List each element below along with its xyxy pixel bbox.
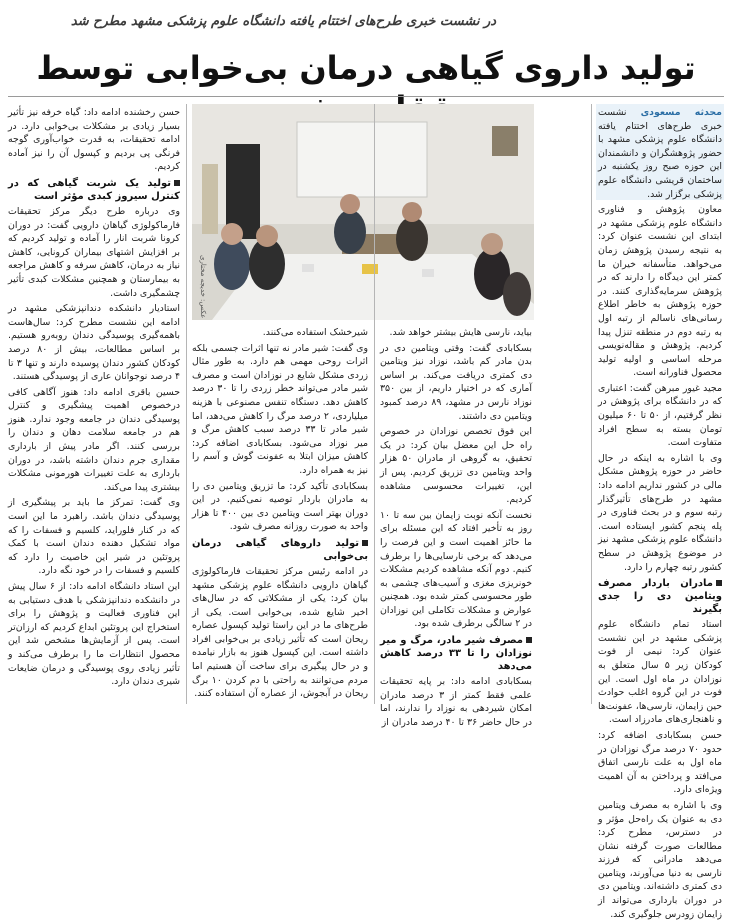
col3-paragraph-2: وی گفت: شیر مادر نه تنها اثرات جسمی بلکه اثرات روحی مهمی هم دارد. به طور مثال زردی مشکل شایع در نوزادان است و مصرف شیر مادر می‌تواند خطر زردی را تا ۳۰ درصد کاهش دهد. دستگاه تنفس مصنوعی با هزینه میلیاردی، ۲ درصد مرگ را کاهش می‌دهد، اما شیر مادر تا ۳۳ درصد سبب کاهش مرگ و میر نوزاد می‌شود. بسکابادی اضافه کرد: کاهش میزان ابتلا به عفونت گوش و آسم را نیز به همراه دارد. xyxy=(192,342,369,476)
col4-paragraph-5: وی گفت: تمرکز ما باید بر پیشگیری از پوسیدگی دندان باشد. راهبرد ما این است که در کنار فلوراید، کلسیم و فسفات را که مواد تشکیل دهنده دندان است با کمک پروتئین در شیر این خاصیت را دارد که کلسیم و فسفات را در خود نگه دارد. xyxy=(8,497,180,577)
subheading-vitamin-d xyxy=(598,577,722,616)
col2-paragraph-5: بسکابادی ادامه داد: بر پایه تحقیقات علمی فقط کمتر از ۳ درصد مادران امکان شیردهی به نوزاد را ندارند، اما در حال حاضر ۳۶ تا ۴۰ درصد مادران از xyxy=(380,676,532,728)
subheading-text: مادران باردار مصرف ویتامین دی را جدی بگیرند xyxy=(598,578,722,616)
col4-paragraph-6: این استاد دانشگاه ادامه داد: از ۶ سال پیش در دانشکده دندانپزشکی با هدف دستیابی به این فناوری فعالیت و پژوهش را برای استخراج این پروتئین ابداع کردیم که ارزان‌تر است. پس از آزمایش‌ها مشخص شد این محصول انتظارات ما را برطرف می‌کند و تأثیر زیادی روی پوسیدگی و درمان ضایعات شیری دندان دارد. xyxy=(8,581,180,688)
author-name: محدثه مسعودی xyxy=(640,107,722,118)
col3-paragraph-3: بسکابادی تأکید کرد: ما تزریق ویتامین دی را به مادران باردار توصیه نمی‌کنیم. در این دوران بهتر است ویتامین دی بین ۴۰۰ تا هزار واحد به صورت روزانه مصرف شود. xyxy=(192,480,368,533)
col4-paragraph-4: حسین باقری ادامه داد: هنوز آگاهی کافی درخصوص اهمیت پیشگیری و کنترل پوسیدگی دندان در جامعه وجود ندارد. هنوز هم در جامعه سلامت دهان و دندان را بررسی کنند. اگر مادر پیش از بارداری مقداری جرم دندان داشته باشد، در دوران بارداری به علت تغییرات هورمونی مشکلات بیشتری پیدا می‌کند. xyxy=(8,386,180,493)
headline: تولید داروی گیاهی درمان بی‌خوابی توسط xyxy=(36,49,696,87)
kicker: در نشست خبری طرح‌های اختتام یافته دانشگاه علوم پزشکی مشهد مطرح شد xyxy=(70,14,497,29)
col2-paragraph-3: این فوق تخصص نوزادان در خصوص راه حل این معضل بیان کرد: در یک تحقیق، به گروهی از مادران ۵۰ هزار واحد ویتامین دی تزریق کردیم. پس از این، تغییرات محسوسی مشاهده کردیم. xyxy=(380,426,532,506)
col3-paragraph-1: شیرخشک استفاده می‌کنند. xyxy=(262,327,368,338)
photo-credit: عکس: خدیجه مختاری xyxy=(199,255,207,319)
col1-paragraph-2: معاون پژوهش و فناوری دانشگاه علوم پزشکی مشهد در ابتدای این نشست عنوان کرد: به نتیجه رسیدن پژوهش زمان می‌خواهد. متأسفانه خیران ما کمتر این دیدگاه را دارند که در پژوهش سرمایه‌گذاری کنند. در حوزه پژوهش به خاطر اطلاع رسانی‌های ناسالم از رتبه اول به رتبه دوم در منطقه تنزل پیدا کردیم. پژوهش و مقاله‌نویسی مرحله اساسی و اولیه تولید محصول فناورانه است. xyxy=(598,204,722,379)
column-divider xyxy=(186,104,187,704)
col1-paragraph-1: نشست خبری طرح‌های اختتام یافته دانشگاه علوم پزشکی مشهد با حضور پژوهشگران و دانشمندان این حوزه صبح روز یکشنبه در ساختمان قریشی دانشگاه علوم پزشکی برگزار شد. xyxy=(598,107,722,200)
bullet-square-icon xyxy=(526,637,532,643)
col2-paragraph-1: بیاید، نارسی هایش بیشتر خواهد شد. xyxy=(389,327,532,338)
col1-paragraph-6: حسن بسکابادی اضافه کرد: حدود ۷۰ درصد مرگ نوزادان در ماه اول به علت نارسی اتفاق می‌افتد و پرداختن به آن اهمیت ویژه‌ای دارد. xyxy=(598,729,722,796)
col1-paragraph-5: استاد تمام دانشگاه علوم پزشکی مشهد در این نشست عنوان کرد: نیمی از فوت کودکان زیر ۵ سال متعلق به نوزادان در ماه اول است. این فوت در این گروه اغلب حوادث حین زایمان، نارسی‌ها، عفونت‌ها و ناهنجاری‌های مادرزاد است. xyxy=(598,619,722,726)
col4-paragraph-1: حسن رخشنده ادامه داد: گیاه خرفه نیز تأثیر بسیار زیادی بر مشکلات بی‌خوابی دارد. در ادامه تحقیقات، به قدرت خواب‌آوری گوجه فرنگی پی بردیم و کپسول آن را نیز آماده کردیم. xyxy=(8,107,180,173)
column-divider xyxy=(374,104,375,704)
col1-paragraph-3: مجید غیور مبرهن گفت: اعتباری که در دانشگاه برای پژوهش در نظر گرفتیم، از ۵۰ تا ۶۰ میلیون تومان بسته به سطح افراد متفاوت است. xyxy=(598,382,722,449)
column-3 xyxy=(192,326,368,706)
bullet-square-icon xyxy=(362,540,368,546)
col4-paragraph-2: وی درباره طرح دیگر مرکز تحقیقات فارماکولوژی گیاهان دارویی گفت: در دوران کرونا شربت انار را آماده و تولید کردیم که بر افزایش اشتهای بیماران کرونایی، کاهش نیاز به درمان، کاهش سرفه و کاهش مراجعه به بیمارستان و همچنین مشکلات کبدی تأثیر چشمگیری داشت. xyxy=(8,205,180,299)
column-2 xyxy=(380,326,532,728)
column-4 xyxy=(8,106,180,706)
bullet-square-icon xyxy=(716,580,722,586)
subheading-herbal-syrup xyxy=(8,177,180,203)
subheading-text: تولید یک شربت گیاهی که در کنترل سیروز کبدی مؤثر است xyxy=(8,177,180,202)
column-divider xyxy=(591,104,592,704)
subheading-insomnia-drugs xyxy=(192,537,368,563)
col2-paragraph-4: نخست آنکه نوبت زایمان بین سه تا ۱۰ روز به تأخیر افتاد که این مسئله برای ما حائز اهمیت است و این فرصت را می‌دهد که برخی نارسایی‌ها را برطرف کنیم. دوم آنکه مشاهده کردیم مشکلات خونریزی مغزی و آسیب‌های چشمی به طور محسوسی کمتر شده بود. همچنین عوارض و مشکلات تکاملی این نوزادان در ۲ سالگی برطرف شده بود. xyxy=(380,509,532,630)
col3-paragraph-4: در ادامه رئیس مرکز تحقیقات فارماکولوژی گیاهان دارویی دانشگاه علوم پزشکی مشهد بیان کرد: یکی از مشکلاتی که در سال‌های اخیر شایع شده، بی‌خوابی است. یکی از طرح‌های ما در این راستا تولید کپسول عصاره ریحان است که تأثیر زیادی بر بی‌خوابی افراد داشته است. این کپسول هنوز به بازار نیامده و در حال پیگیری برای ساخت آن هستیم اما مردم می‌توانند به راحتی با دم کردن ۱۰ برگ ریحان در آبجوش، از عصاره آن استفاده کنند. xyxy=(192,565,368,700)
col2-paragraph-2: بسکابادی گفت: وقتی ویتامین دی در بدن مادر کم باشد، نوزاد نیز ویتامین دی کمتری دریافت می‌کند. بر اساس آماری که در اختیار داریم، از بین ۳۵۰ نوزاد نارس در مشهد، ۸۹ درصد کمبود ویتامین دی داشتند. xyxy=(380,342,532,422)
subheading-text: تولید داروهای گیاهی درمان بی‌خوابی xyxy=(192,537,368,562)
column-1 xyxy=(598,106,722,920)
headline-rule xyxy=(8,96,724,97)
subheading-text: مصرف شیر مادر، مرگ و میر نوزادان را تا ۳۳ درصد کاهش می‌دهد xyxy=(380,635,532,673)
meeting-photo-illustration xyxy=(192,104,534,320)
col4-paragraph-3: استادیار دانشکده دندانپزشکی مشهد در ادامه این نشست مطرح کرد: سال‌هاست باهمه‌گیری پوسیدگی دندان روبه‌رو هستیم. بر اساس مطالعات، بیش از ۸۰ درصد کودکان کشور دندان پوسیده دارند و تنها ۳ تا ۴ درصد نوجوانان عاری از پوسیدگی هستند. xyxy=(8,303,180,383)
subheading-breastfeeding xyxy=(380,634,532,673)
col1-paragraph-7: وی با اشاره به مصرف ویتامین دی به عنوان یک راه‌حل مؤثر و در دسترس، مطرح کرد: مطالعات صورت گرفته نشان می‌دهد مادرانی که فرزند نارسی به دنیا می‌آورند، ویتامین دی کمتری داشته‌اند. ویتامین دی در دوران بارداری می‌تواند از زایمان زودرس جلوگیری کند. xyxy=(598,799,722,920)
bullet-square-icon xyxy=(174,180,180,186)
news-photo xyxy=(192,104,534,320)
col1-paragraph-4: وی با اشاره به اینکه در حال حاضر در حوزه پژوهش مشکل مالی در کشور نداریم ادامه داد: مشهد در طرح‌های تأثیرگذار رتبه سوم و در بحث فناوری در پله پنجم کشور ایستاده است. دانشگاه علوم پزشکی مشهد نیز در موضوع پژوهش در سطح کشور رتبه چهارم را دارد. xyxy=(598,452,722,573)
